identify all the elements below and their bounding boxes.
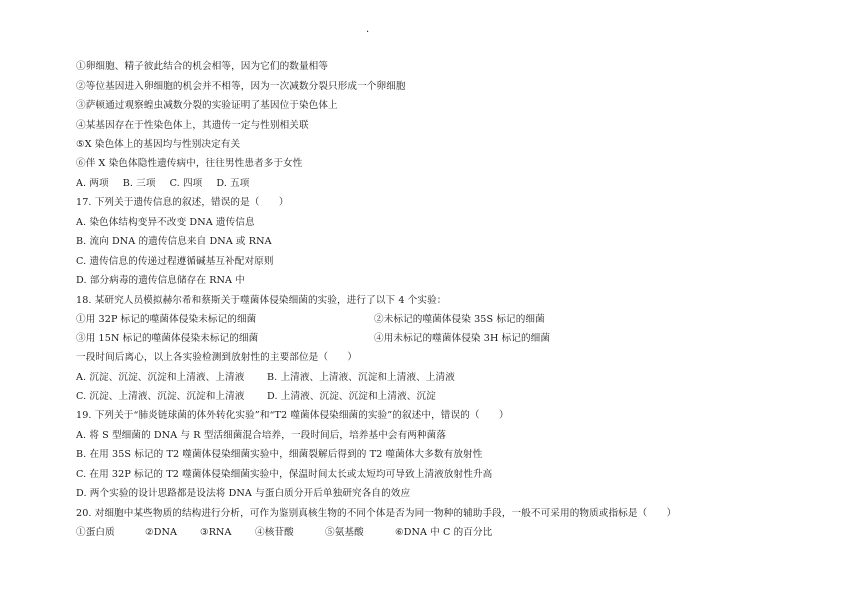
q19-option-c: C. 在用 32P 标记的 T2 噬菌体侵染细菌实验中，保温时间太长或太短均可导致上清液放射性升高 bbox=[76, 469, 493, 480]
statement-3: ③萨顿通过观察蝗虫减数分裂的实验证明了基因位于染色体上 bbox=[76, 100, 338, 111]
q20-choice-6: ⑥DNA 中 C 的百分比 bbox=[395, 527, 493, 538]
header-mark: · bbox=[366, 27, 370, 38]
q20-choice-3: ③RNA bbox=[200, 527, 232, 538]
q18-exp-1: ①用 32P 标记的噬菌体侵染未标记的细菌 bbox=[76, 314, 257, 325]
q18-exp-3: ③用 15N 标记的噬菌体侵染未标记的细菌 bbox=[76, 333, 259, 344]
q20-stem: 20. 对细胞中某些物质的结构进行分析，可作为鉴别真核生物的不同个体是否为同一物种的辅助手段，一般不可采用的物质或指标是（ ） bbox=[76, 508, 677, 519]
prev-options bbox=[76, 178, 250, 190]
q17-option-b: B. 流向 DNA 的遗传信息来自 DNA 或 RNA bbox=[76, 236, 272, 247]
prev-option-b: B. 三项 bbox=[122, 178, 156, 189]
statement-1: ①卵细胞、精子彼此结合的机会相等，因为它们的数量相等 bbox=[76, 61, 329, 72]
statement-4: ④某基因存在于性染色体上，其遗传一定与性别相关联 bbox=[76, 120, 309, 131]
q18-exp-row-1 bbox=[76, 314, 256, 326]
q17-option-c: C. 遗传信息的传递过程遵循碱基互补配对原则 bbox=[76, 256, 274, 267]
q18-option-d: D. 上清液、沉淀、沉淀和上清液、沉淀 bbox=[267, 391, 436, 402]
q20-choice-4: ④核苷酸 bbox=[255, 527, 294, 538]
statement-5: ⑤X 染色体上的基因均与性别决定有关 bbox=[76, 139, 241, 150]
q18-option-a: A. 沉淀、沉淀、沉淀和上清液、上清液 bbox=[76, 372, 245, 383]
q17-option-d: D. 部分病毒的遗传信息储存在 RNA 中 bbox=[76, 275, 245, 286]
q18-option-b: B. 上清液、上清液、沉淀和上清液、上清液 bbox=[267, 372, 455, 383]
q20-choice-2: ②DNA bbox=[145, 527, 178, 538]
q20-choice-1: ①蛋白质 bbox=[76, 527, 115, 538]
q18-stem: 18. 某研究人员模拟赫尔希和蔡斯关于噬菌体侵染细菌的实验，进行了以下 4 个实验： bbox=[76, 295, 447, 306]
q19-stem: 19. 下列关于“肺炎链球菌的体外转化实验”和“T2 噬菌体侵染细菌的实验”的叙述中，错误的（ ） bbox=[76, 410, 509, 421]
prev-option-a: A. 两项 bbox=[76, 178, 109, 189]
q19-option-d: D. 两个实验的设计思路都是设法将 DNA 与蛋白质分开后单独研究各自的效应 bbox=[76, 488, 411, 499]
prev-option-c: C. 四项 bbox=[169, 178, 203, 189]
statement-6: ⑥伴 X 染色体隐性遗传病中，往往男性患者多于女性 bbox=[76, 158, 303, 169]
q18-exp-2: ②未标记的噬菌体侵染 35S 标记的细菌 bbox=[374, 314, 545, 325]
q20-choice-5: ⑤氨基酸 bbox=[325, 527, 364, 538]
q20-choices bbox=[76, 527, 492, 539]
q19-option-a: A. 将 S 型细菌的 DNA 与 R 型活细菌混合培养，一段时间后，培养基中会有两种菌落 bbox=[76, 430, 447, 441]
q17-option-a: A. 染色体结构变异不改变 DNA 遗传信息 bbox=[76, 217, 255, 228]
q18-exp-4: ④用未标记的噬菌体侵染 3H 标记的细菌 bbox=[374, 333, 551, 344]
prev-option-d: D. 五项 bbox=[216, 178, 250, 189]
q19-option-b: B. 在用 35S 标记的 T2 噬菌体侵染细菌实验中，细菌裂解后得到的 T2 噬菌体大多数有放射性 bbox=[76, 449, 483, 460]
q17-stem: 17. 下列关于遗传信息的叙述，错误的是（ ） bbox=[76, 197, 289, 208]
q18-stem-2: 一段时间后离心，以上各实验检测到放射性的主要部位是（ ） bbox=[76, 352, 358, 363]
q18-option-c: C. 沉淀、上清液、沉淀、沉淀和上清液 bbox=[76, 391, 245, 402]
statement-2: ②等位基因进入卵细胞的机会并不相等，因为一次减数分裂只形成一个卵细胞 bbox=[76, 81, 406, 92]
